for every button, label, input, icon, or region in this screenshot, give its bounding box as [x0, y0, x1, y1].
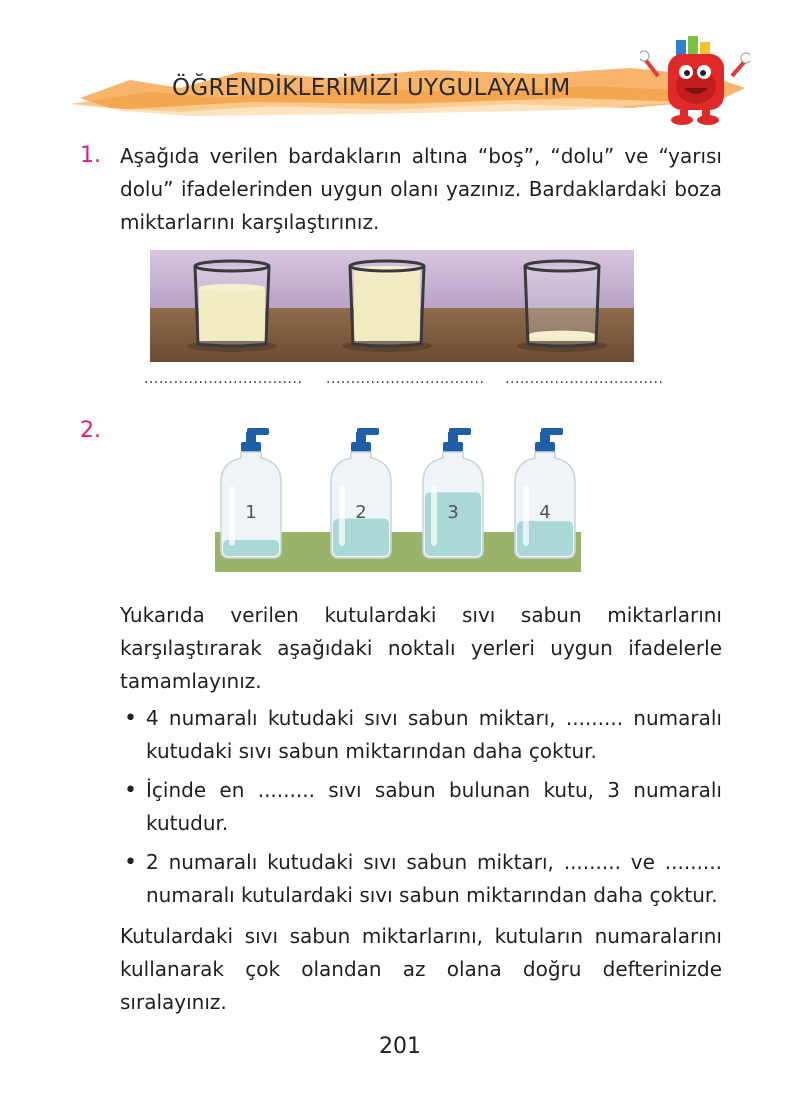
bottle-number-label: 4: [539, 502, 551, 523]
statement-2: • İçinde en ......... sıvı sabun bulunan kutu, 3 numaralı kutudur.: [120, 774, 722, 840]
soap-bottle-4: [515, 428, 575, 558]
question-2-number: 2.: [80, 418, 101, 443]
glass-2: [342, 261, 432, 352]
soap-bottle-3: [423, 428, 483, 558]
question-2-closing-line-3: sıralayınız.: [120, 990, 227, 1014]
bottle-number-label: 1: [245, 502, 257, 523]
soap-bottle-1: [221, 428, 281, 558]
soap-bottle-2: [331, 428, 391, 558]
question-1-text-line-3: miktarlarını karşılaştırınız.: [120, 210, 380, 234]
question-1-text-line-2: dolu” ifadelerinden uygun olanı yazınız. Bardaklardaki boza: [120, 177, 722, 201]
soap-bottles-illustration: [215, 428, 581, 572]
glass-1: [187, 261, 277, 352]
backpack-mascot-icon: [640, 36, 750, 126]
question-2-closing-line-1: Kutulardaki sıvı sabun miktarlarını, kutuların numaralarını: [120, 924, 722, 948]
question-2-intro-line-3: tamamlayınız.: [120, 669, 262, 693]
page-title: ÖĞRENDİKLERİMİZİ UYGULAYALIM: [172, 75, 571, 101]
glasses-illustration: [150, 250, 634, 362]
glass-3: [517, 261, 607, 352]
glass-2-answer-blank[interactable]: ................................: [326, 371, 485, 387]
question-2-intro-line-1: Yukarıda verilen kutulardaki sıvı sabun miktarlarını: [120, 603, 722, 627]
glass-1-answer-blank[interactable]: ................................: [144, 371, 303, 387]
bottle-number-label: 3: [447, 502, 459, 523]
statement-1: • 4 numaralı kutudaki sıvı sabun miktarı, ......... numaralı kutudaki sıvı sabun miktarından daha çoktur.: [120, 702, 722, 768]
question-2-closing-line-2: kullanarak çok olandan az olana doğru defterinizde: [120, 957, 722, 981]
question-1-text-line-1: Aşağıda verilen bardakların altına “boş”, “dolu” ve “yarısı: [120, 144, 722, 168]
question-2-intro-line-2: karşılaştırarak aşağıdaki noktalı yerleri uygun ifadelerle: [120, 636, 722, 660]
statement-3: • 2 numaralı kutudaki sıvı sabun miktarı, ......... ve ......... numaralı kutulardaki sıvı sabun miktarından daha çoktur.: [120, 846, 722, 912]
fill-in-statements-list: [120, 702, 722, 918]
page-number: 201: [379, 1034, 421, 1059]
question-1-number: 1.: [80, 143, 101, 168]
glass-3-answer-blank[interactable]: ................................: [505, 371, 664, 387]
bottle-number-label: 2: [355, 502, 367, 523]
